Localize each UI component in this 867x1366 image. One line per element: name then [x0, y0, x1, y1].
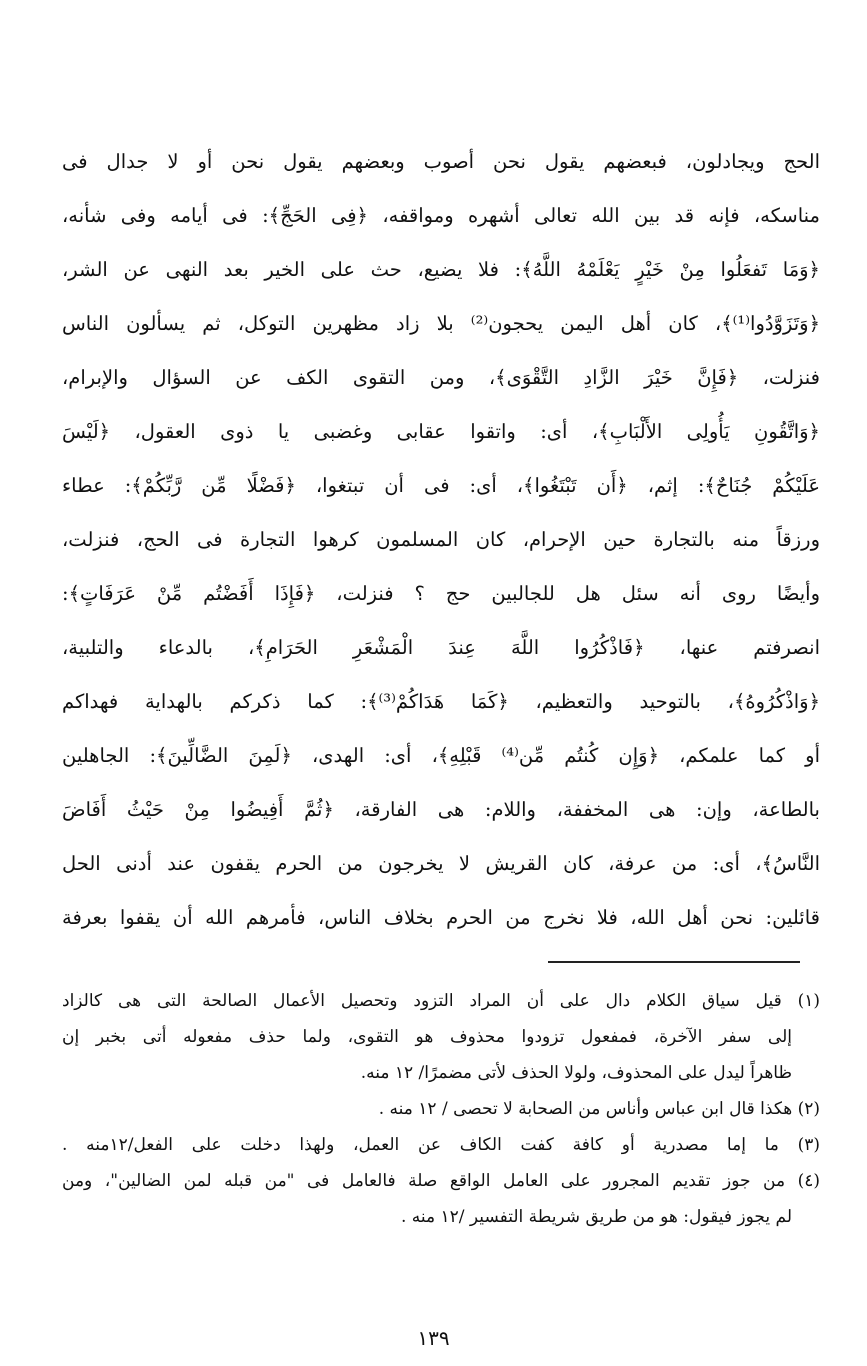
text-line: وأيضًا روى أنه سئل هل للجالبين حج ؟ فنزلت، ﴿فَإِذَا أَفَضْتُم مِّنْ عَرَفَاتٍ﴾: [62, 582, 820, 605]
text-line: ﴿وَمَا تَفعَلُوا مِنْ خَيْرٍ يَعْلَمْهُ اللَّهُ﴾: فلا يضيع، حث على الخير بعد النهى عن الشر، [62, 258, 820, 281]
footnote-2 [62, 1091, 820, 1127]
text-line: عَلَيْكُمْ جُنَاحٌ﴾: إثم، ﴿أَن تَبْتَغُوا﴾، أى: فى أن تبتغوا، ﴿فَضْلًا مِّن رَّبِّكُمْ﴾: عطاء [62, 474, 820, 497]
main-text [62, 135, 820, 945]
text-line: ﴿وَتَزَوَّدُوا⁽¹⁾﴾، كان أهل اليمن يحجون⁽²⁾ بلا زاد مظهرين التوكل، ثم يسألون الناس [62, 312, 820, 335]
text-line: الحج ويجادلون، فبعضهم يقول نحن أصوب وبعضهم يقول نحن أو لا جدال فى [62, 150, 820, 173]
text-line: بالطاعة، وإن: هى المخففة، واللام: هى الفارقة، ﴿ثُمَّ أَفِيضُوا مِنْ حَيْثُ أَفَاضَ [62, 798, 820, 821]
text-line: فنزلت، ﴿فَإِنَّ خَيْرَ الزَّادِ التَّقْوَى﴾، ومن التقوى الكف عن السؤال والإبرام، [62, 366, 820, 389]
text-line: أو كما علمكم، ﴿وَإِن كُنتُم مِّن⁽⁴⁾ قَبْلِهِ﴾، أى: الهدى، ﴿لَمِنَ الضَّالِّينَ﴾: الجاهلين [62, 744, 820, 767]
text-line: انصرفتم عنها، ﴿فَاذْكُرُوا اللَّهَ عِندَ الْمَشْعَرِ الحَرَامِ﴾، بالدعاء والتلبية، [62, 636, 820, 659]
footnote-1 [62, 983, 820, 1091]
footnote-line: إلى سفر الآخرة، فمفعول تزودوا محذوف هو التقوى، ولما حذف مفعوله أتى بخبر إن [62, 1027, 792, 1047]
footnote-line: (٣) ما إما مصدرية أو كافة كفت الكاف عن العمل، ولهذا دخلت على الفعل/١٢منه . [62, 1135, 820, 1155]
footnote-line: ظاهراً ليدل على المحذوف، ولولا الحذف لأتى مضمرًا/ ١٢ منه. [360, 1063, 792, 1083]
text-line: ﴿وَاتَّقُونِ يَأُولِى الأَلْبَابِ﴾، أى: واتقوا عقابى وغضبى يا ذوى العقول، ﴿لَيْسَ [62, 420, 820, 443]
footnote-line: (٢) هكذا قال ابن عباس وأناس من الصحابة لا تحصى / ١٢ منه . [378, 1099, 820, 1119]
text-line: ﴿وَاذْكُرُوهُ﴾، بالتوحيد والتعظيم، ﴿كَمَا هَدَاكُمْ⁽³⁾﴾: كما ذكركم بالهداية فهداكم [62, 690, 820, 713]
footnote-line: (١) قيل سياق الكلام دال على أن المراد التزود وتحصيل الأعمال الصالحة التى هى كالزاد [62, 991, 820, 1011]
footnote-4 [62, 1163, 820, 1235]
text-line: قائلين: نحن أهل الله، فلا نخرج من الحرم بخلاف الناس، فأمرهم الله أن يقفوا بعرفة [62, 906, 820, 929]
page-number: ١٣٩ [417, 1326, 450, 1350]
footnote-line: لم يجوز فيقول: هو من طريق شريطة التفسير /١٢ منه . [400, 1207, 792, 1227]
footnote-line: (٤) من جوز تقديم المجرور على العامل الواقع صلة فالعامل فى "من قبله لمن الضالين"، ومن [62, 1171, 820, 1191]
footnotes [62, 983, 820, 1235]
text-line: النَّاسُ﴾، أى: من عرفة، كان القريش لا يخرجون من الحرم يقفون عند أدنى الحل [62, 852, 820, 875]
text-line: مناسكه، فإنه قد بين الله تعالى أشهره ومواقفه، ﴿فِى الحَجِّ﴾: فى أيامه وفى شأنه، [62, 204, 820, 227]
footnote-separator [548, 961, 800, 963]
footnote-3 [62, 1127, 820, 1163]
text-line: ورزقاً منه بالتجارة حين الإحرام، كان المسلمون كرهوا التجارة فى الحج، فنزلت، [62, 528, 820, 551]
